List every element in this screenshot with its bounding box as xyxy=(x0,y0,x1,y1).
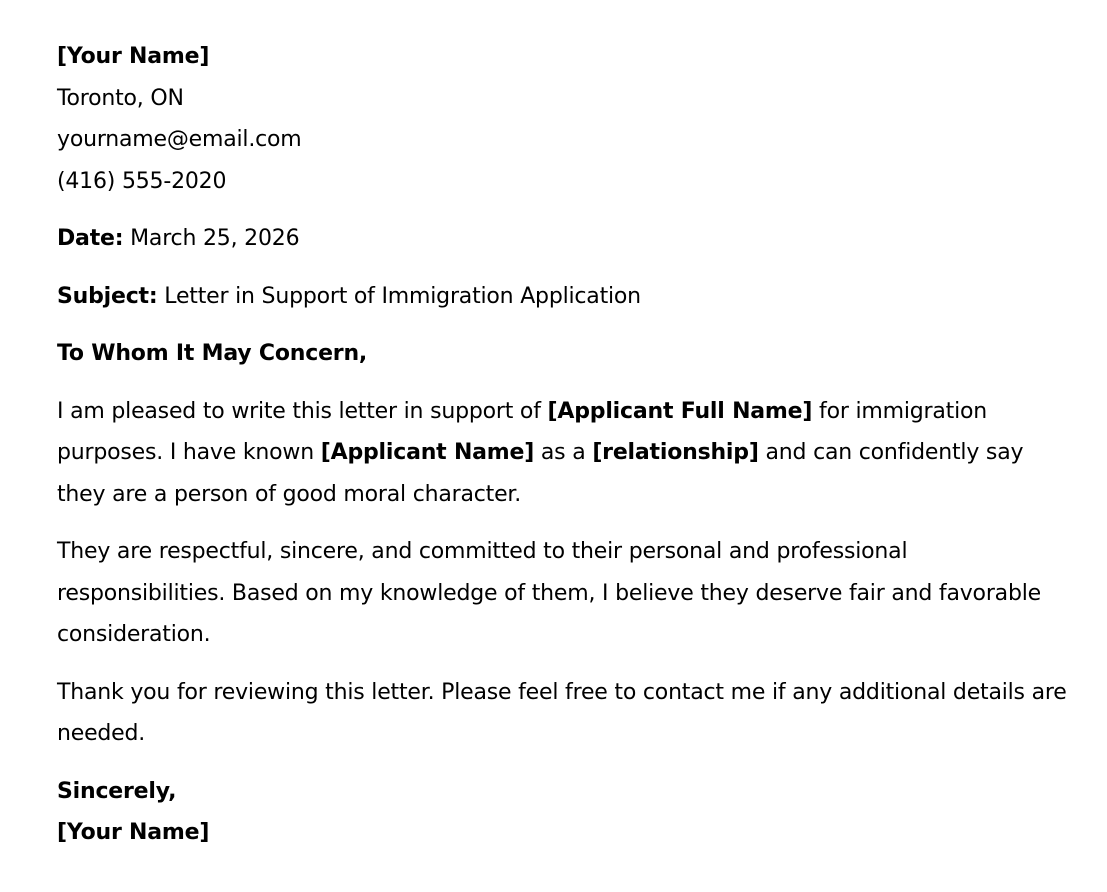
p1-placeholder-name: [Applicant Name] xyxy=(320,440,535,465)
p1-placeholder-full-name: [Applicant Full Name] xyxy=(547,398,813,424)
valediction: Sincerely, xyxy=(57,778,177,804)
p1-placeholder-relationship: [relationship] xyxy=(592,440,759,465)
letter-body xyxy=(57,36,1067,854)
p1-text-3: as a xyxy=(534,440,593,465)
sender-block xyxy=(57,36,1067,202)
paragraph-3: Thank you for reviewing this letter. Please feel free to contact me if any additional details are needed. xyxy=(57,679,1067,746)
date-label: Date: xyxy=(57,226,124,251)
sender-name: [Your Name] xyxy=(57,44,210,69)
subject-label: Subject: xyxy=(57,283,158,309)
date-value: March 25, 2026 xyxy=(123,226,300,251)
p1-text-4: and can confidently say they are a person of good moral character. xyxy=(57,440,1024,507)
sender-city: Toronto, ON xyxy=(57,85,184,111)
salutation: To Whom It May Concern, xyxy=(57,341,368,366)
subject-value: Letter in Support of Immigration Application xyxy=(157,283,641,309)
sender-phone: (416) 555-2020 xyxy=(57,168,227,194)
closing-block xyxy=(57,771,1067,854)
subject-line xyxy=(57,276,1067,318)
paragraph-2: They are respectful, sincere, and committed to their personal and professional responsibilities. Based on my knowledge of them, I believe they deserve fair and favorable consideration. xyxy=(57,539,1041,647)
p1-text-1: I am pleased to write this letter in support of xyxy=(57,398,548,424)
date-line xyxy=(57,218,1067,260)
paragraph-1 xyxy=(57,391,1067,516)
sender-email: yourname@email.com xyxy=(57,127,302,152)
signature-name: [Your Name] xyxy=(57,820,210,845)
p1-text-2: for immigration purposes. I have known xyxy=(57,398,987,465)
